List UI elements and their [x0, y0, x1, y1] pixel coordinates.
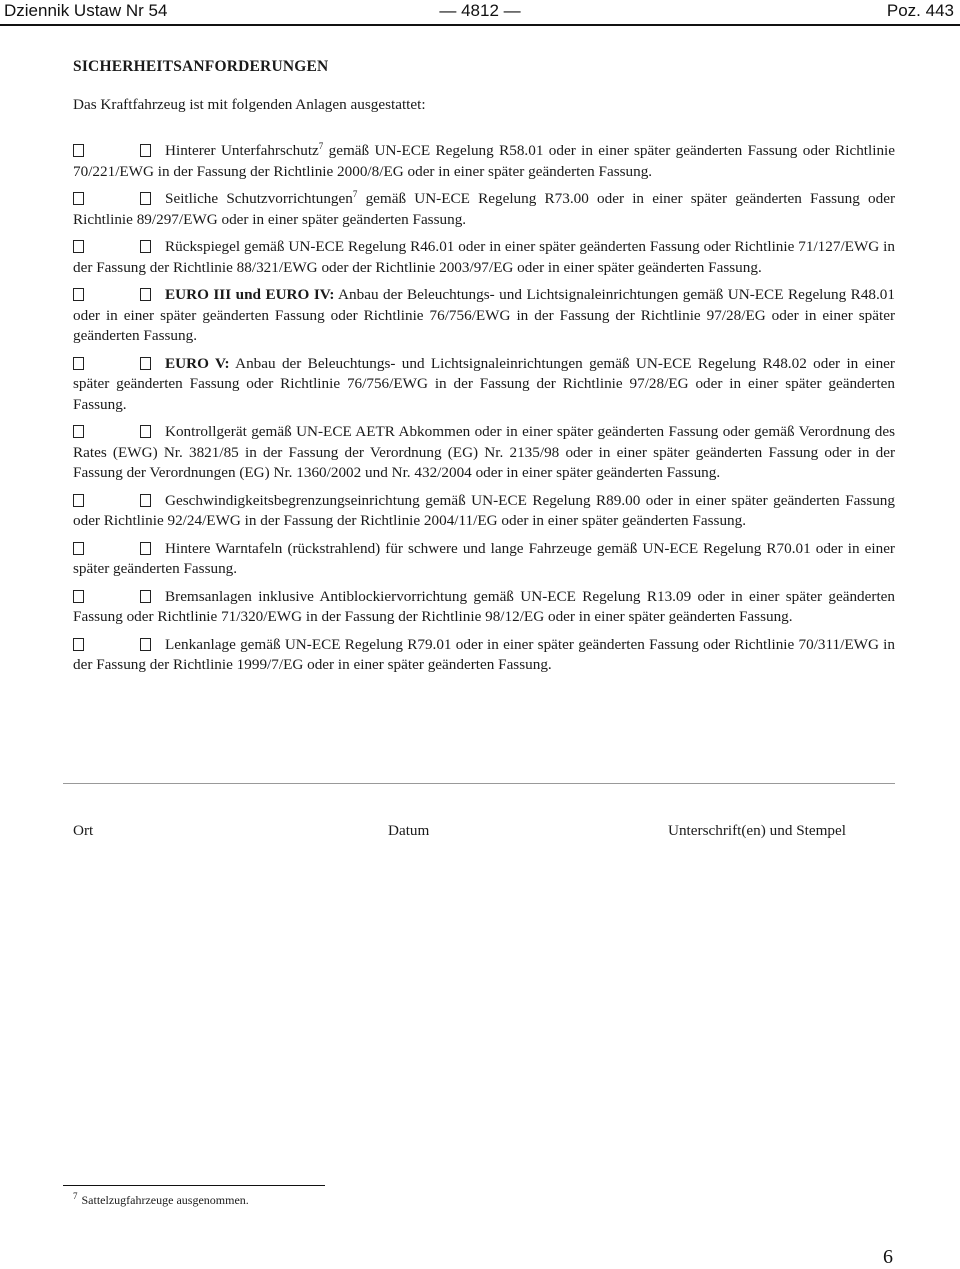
- footnote: [73, 1193, 249, 1208]
- page-header: [0, 0, 960, 26]
- requirement-text-continued: gemäß UN-ECE Regelung R73.00 oder in einer später geänderten Fassung oder Richtlinie 89/297/EWG oder in einer später geänderten Fassung.: [73, 190, 895, 228]
- date-label: Datum: [388, 822, 430, 839]
- checkbox-icon[interactable]: [140, 192, 151, 205]
- footnote-mark: 7: [73, 1191, 78, 1201]
- checkbox-icon[interactable]: [73, 144, 84, 157]
- checkbox-icon[interactable]: [140, 425, 151, 438]
- checkbox-icon[interactable]: [73, 494, 84, 507]
- requirement-text: Kontrollgerät gemäß UN-ECE AETR Abkommen oder in einer später geänderten Fassung oder gemäß Verordnung des Rates (EWG) Nr. 3821/85 in der Fassung der Verordnung (EG) Nr. 2135/98 oder in einer später geänderten Fassung oder in der Fassung der Verordnungen (EG) Nr. 1360/2002 und Nr. 432/2004 oder in einer später geänderten Fassung.: [73, 423, 895, 481]
- checkbox-icon[interactable]: [140, 590, 151, 603]
- requirement-item: [73, 237, 895, 278]
- intro-text: Das Kraftfahrzeug ist mit folgenden Anlagen ausgestattet:: [73, 96, 426, 113]
- footnote-reference: 7: [318, 141, 324, 151]
- checkbox-icon[interactable]: [140, 357, 151, 370]
- checkbox-icon[interactable]: [140, 240, 151, 253]
- requirement-text-continued: gemäß UN-ECE Regelung R58.01 oder in einer später geänderten Fassung oder Richtlinie 70/221/EWG in der Fassung der Richtlinie 2000/8/EG oder in einer später geänderten Fassung.: [73, 142, 895, 180]
- separator-line: [63, 783, 895, 784]
- requirement-item: [73, 422, 895, 484]
- checkbox-icon[interactable]: [140, 288, 151, 301]
- requirement-item: [73, 354, 895, 416]
- page-number: 6: [883, 1246, 893, 1268]
- checkbox-icon[interactable]: [73, 638, 84, 651]
- header-rule: [0, 24, 960, 26]
- checkbox-icon[interactable]: [73, 240, 84, 253]
- page-number-header: — 4812 —: [439, 1, 521, 20]
- requirement-item: [73, 635, 895, 676]
- checkbox-icon[interactable]: [73, 357, 84, 370]
- requirement-text: Geschwindigkeitsbegrenzungseinrichtung gemäß UN-ECE Regelung R89.00 oder in einer später geänderten Fassung oder Richtlinie 92/24/EWG in der Fassung der Richtlinie 2004/11/EG oder in einer später geänderten Fassung.: [73, 491, 895, 529]
- requirement-heading: EURO V:: [165, 354, 230, 372]
- signature-stamp-label: Unterschrift(en) und Stempel: [668, 822, 846, 839]
- requirement-item: [73, 587, 895, 628]
- requirement-item: [73, 491, 895, 532]
- position-number: Poz. 443: [886, 1, 954, 20]
- requirement-item: [73, 141, 895, 182]
- footnote-text: Sattelzugfahrzeuge ausgenommen.: [81, 1193, 249, 1207]
- requirement-text: Hinterer Unterfahrschutz: [165, 142, 319, 159]
- requirement-text: Anbau der Beleuchtungs- und Lichtsignaleinrichtungen gemäß UN-ECE Regelung R48.02 oder in einer später geänderten Fassung oder Richtlinie 76/756/EWG in der Fassung der Richtlinie 97/28/EG oder in einer später geänderten Fassung.: [73, 354, 895, 413]
- checkbox-icon[interactable]: [140, 542, 151, 555]
- checkbox-icon[interactable]: [73, 425, 84, 438]
- requirement-text: Lenkanlage gemäß UN-ECE Regelung R79.01 oder in einer später geänderten Fassung oder Richtlinie 70/311/EWG in der Fassung der Richtlinie 1999/7/EG oder in einer später geänderten Fassung.: [73, 635, 895, 673]
- requirement-text: Rückspiegel gemäß UN-ECE Regelung R46.01 oder in einer später geänderten Fassung oder Richtlinie 71/127/EWG in der Fassung der Richtlinie 88/321/EWG oder der Richtlinie 2003/97/EG oder in einer später geänderten Fassung.: [73, 238, 895, 276]
- requirement-item: [73, 189, 895, 230]
- place-label: Ort: [73, 822, 94, 839]
- checkbox-icon[interactable]: [140, 638, 151, 651]
- requirements-list: [73, 141, 895, 683]
- requirement-text: Seitliche Schutzvorrichtungen: [165, 190, 353, 207]
- checkbox-icon[interactable]: [73, 288, 84, 301]
- footnote-reference: 7: [352, 189, 358, 199]
- checkbox-icon[interactable]: [140, 144, 151, 157]
- requirement-text: Bremsanlagen inklusive Antiblockiervorrichtung gemäß UN-ECE Regelung R13.09 oder in einer später geänderten Fassung oder Richtlinie 71/320/EWG in der Fassung der Richtlinie 98/12/EG oder in einer später geänderten Fassung.: [73, 587, 895, 625]
- requirement-text: Anbau der Beleuchtungs- und Lichtsignaleinrichtungen gemäß UN-ECE Regelung R48.01 oder in einer später geänderten Fassung oder Richtlinie 76/756/EWG in der Fassung der Richtlinie 97/28/EG oder in einer später geänderten Fassung.: [73, 286, 895, 344]
- requirement-text: Hintere Warntafeln (rückstrahlend) für schwere und lange Fahrzeuge gemäß UN-ECE Regelung R70.01 oder in einer später geänderten Fassung.: [73, 539, 895, 577]
- footnote-rule: [63, 1185, 325, 1186]
- journal-name: Dziennik Ustaw Nr 54: [4, 1, 168, 20]
- checkbox-icon[interactable]: [73, 590, 84, 603]
- requirement-item: [73, 285, 895, 347]
- checkbox-icon[interactable]: [140, 494, 151, 507]
- checkbox-icon[interactable]: [73, 192, 84, 205]
- section-title: SICHERHEITSANFORDERUNGEN: [73, 58, 329, 75]
- requirement-item: [73, 539, 895, 580]
- requirement-heading: EURO III und EURO IV:: [165, 286, 335, 303]
- checkbox-icon[interactable]: [73, 542, 84, 555]
